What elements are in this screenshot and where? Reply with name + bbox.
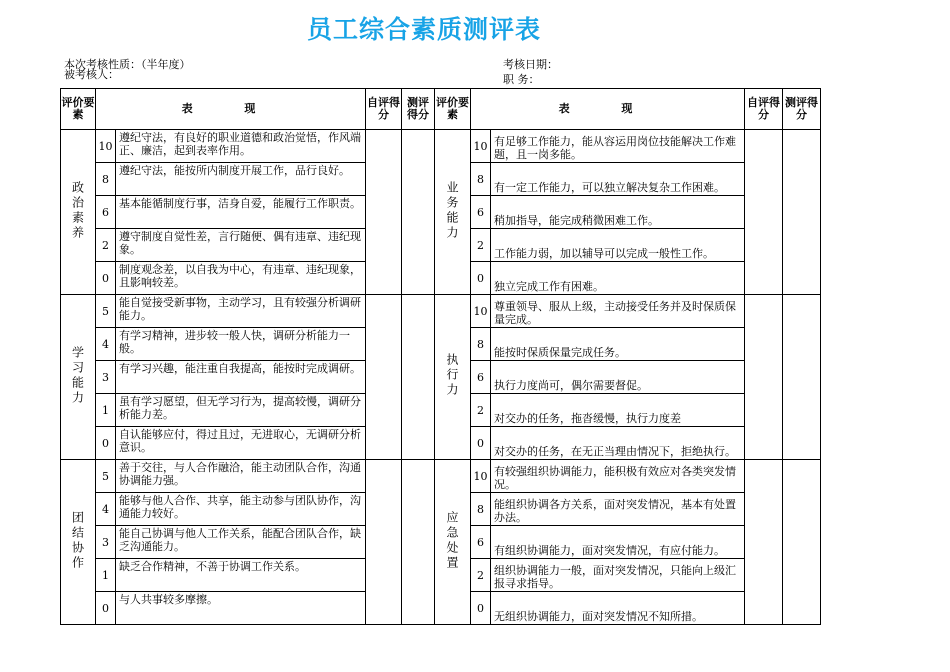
score-value-left: 0: [96, 427, 116, 460]
header-performance-right: 表 现: [471, 89, 745, 130]
performance-description-right: 独立完成工作有困难。: [491, 262, 745, 295]
performance-description-left: 能够与他人合作、共享，能主动参与团队协作，沟通能力较好。: [116, 493, 366, 526]
score-value-right: 0: [471, 427, 491, 460]
eval-score-cell-left[interactable]: [402, 460, 435, 625]
eval-score-cell-left[interactable]: [402, 130, 435, 295]
self-score-cell-left[interactable]: [366, 130, 402, 295]
header-performance-left: 表 现: [96, 89, 366, 130]
assessment-date-label: 考核日期：: [503, 58, 558, 71]
performance-description-right: 有组织协调能力，面对突发情况，有应付能力。: [491, 526, 745, 559]
performance-description-right: 有一定工作能力，可以独立解决复杂工作困难。: [491, 163, 745, 196]
performance-description-right: 稍加指导，能完成稍微困难工作。: [491, 196, 745, 229]
performance-description-right: 尊重领导、服从上级，主动接受任务并及时保质保量完成。: [491, 295, 745, 328]
performance-description-right: 能组织协调各方关系，面对突发情况，基本有处置办法。: [491, 493, 745, 526]
performance-description-right: 对交办的任务，拖沓缓慢，执行力度差: [491, 394, 745, 427]
element-name-left: [61, 130, 96, 295]
score-value-left: 1: [96, 559, 116, 592]
score-value-left: 8: [96, 163, 116, 196]
page-title: 员工综合素质测评表: [306, 15, 541, 44]
header-self-score-left: 自评得分: [366, 89, 402, 130]
table-header-row: [61, 89, 821, 130]
evaluation-table: [60, 88, 821, 625]
table-row: [61, 460, 821, 493]
performance-description-left: 遵纪守法，能按所内制度开展工作，品行良好。: [116, 163, 366, 196]
performance-description-right: 无组织协调能力，面对突发情况不知所措。: [491, 592, 745, 625]
score-value-left: 3: [96, 361, 116, 394]
assessment-type-label: 本次考核性质：（半年度）: [64, 58, 191, 71]
performance-description-right: 有足够工作能力，能从容运用岗位技能解决工作难题，且一岗多能。: [491, 130, 745, 163]
score-value-left: 4: [96, 493, 116, 526]
eval-score-cell-left[interactable]: [402, 295, 435, 460]
performance-description-right: 工作能力弱，加以辅导可以完成一般性工作。: [491, 229, 745, 262]
performance-description-left: 基本能循制度行事，洁身自爱，能履行工作职责。: [116, 196, 366, 229]
element-name-label: 应急处置: [445, 510, 459, 571]
self-score-cell-right[interactable]: [745, 130, 783, 295]
performance-description-left: 善于交往，与人合作融洽，能主动团队合作，沟通协调能力强。: [116, 460, 366, 493]
score-value-right: 8: [471, 328, 491, 361]
score-value-left: 1: [96, 394, 116, 427]
score-value-left: 0: [96, 262, 116, 295]
performance-description-left: 自认能够应付，得过且过，无进取心，无调研分析意识。: [116, 427, 366, 460]
score-value-right: 8: [471, 163, 491, 196]
header-eval-score-left: 测评得分: [402, 89, 435, 130]
performance-description-left: 虽有学习愿望，但无学习行为，提高较慢，调研分析能力差。: [116, 394, 366, 427]
header-eval-score-right: 测评得分: [783, 89, 821, 130]
score-value-right: 0: [471, 592, 491, 625]
score-value-left: 0: [96, 592, 116, 625]
performance-description-right: 执行力度尚可，偶尔需要督促。: [491, 361, 745, 394]
element-name-label: 执行力: [445, 353, 459, 398]
score-value-right: 10: [471, 460, 491, 493]
element-name-right: [435, 130, 471, 295]
performance-description-right: 能按时保质保量完成任务。: [491, 328, 745, 361]
element-name-left: [61, 295, 96, 460]
position-label: 职 务：: [503, 73, 540, 86]
performance-description-left: 有学习精神，进步较一般人快，调研分析能力一般。: [116, 328, 366, 361]
header-element-right: 评价要素: [435, 89, 471, 130]
element-name-label: 政治素养: [70, 180, 85, 241]
score-value-left: 5: [96, 460, 116, 493]
element-name-label: 业务能力: [445, 180, 459, 241]
score-value-right: 2: [471, 559, 491, 592]
self-score-cell-left[interactable]: [366, 460, 402, 625]
element-name-right: [435, 295, 471, 460]
performance-description-left: 能自己协调与他人工作关系，能配合团队合作，缺乏沟通能力。: [116, 526, 366, 559]
eval-score-cell-right[interactable]: [783, 460, 821, 625]
performance-description-right: 有较强组织协调能力，能积极有效应对各类突发情况。: [491, 460, 745, 493]
performance-description-left: 遵纪守法，有良好的职业道德和政治觉悟，作风端正、廉洁，起到表率作用。: [116, 130, 366, 163]
table-row: [61, 295, 821, 328]
score-value-right: 0: [471, 262, 491, 295]
score-value-right: 6: [471, 361, 491, 394]
performance-description-left: 缺乏合作精神，不善于协调工作关系。: [116, 559, 366, 592]
score-value-right: 6: [471, 526, 491, 559]
score-value-right: 8: [471, 493, 491, 526]
score-value-left: 2: [96, 229, 116, 262]
eval-score-cell-right[interactable]: [783, 295, 821, 460]
score-value-left: 5: [96, 295, 116, 328]
element-name-label: 学习能力: [70, 345, 85, 406]
score-value-right: 10: [471, 130, 491, 163]
score-value-right: 10: [471, 295, 491, 328]
performance-description-left: 与人共事较多摩擦。: [116, 592, 366, 625]
score-value-left: 10: [96, 130, 116, 163]
self-score-cell-left[interactable]: [366, 295, 402, 460]
performance-description-left: 遵守制度自觉性差，言行随便、偶有违章、违纪现象。: [116, 229, 366, 262]
performance-description-left: 有学习兴趣，能注重自我提高，能按时完成调研。: [116, 361, 366, 394]
performance-description-right: 组织协调能力一般，面对突发情况，只能向上级汇报寻求指导。: [491, 559, 745, 592]
self-score-cell-right[interactable]: [745, 460, 783, 625]
assessee-label: 被考核人：: [64, 68, 119, 81]
performance-description-left: 能自觉接受新事物，主动学习，且有较强分析调研能力。: [116, 295, 366, 328]
score-value-right: 6: [471, 196, 491, 229]
table-row: [61, 130, 821, 163]
element-name-right: [435, 460, 471, 625]
element-name-label: 团结协作: [70, 510, 85, 571]
element-name-left: [61, 460, 96, 625]
self-score-cell-right[interactable]: [745, 295, 783, 460]
score-value-left: 4: [96, 328, 116, 361]
score-value-left: 6: [96, 196, 116, 229]
score-value-left: 3: [96, 526, 116, 559]
score-value-right: 2: [471, 394, 491, 427]
score-value-right: 2: [471, 229, 491, 262]
header-element-left: 评价要素: [61, 89, 96, 130]
header-self-score-right: 自评得分: [745, 89, 783, 130]
performance-description-left: 制度观念差，以自我为中心，有违章、违纪现象，且影响较差。: [116, 262, 366, 295]
performance-description-right: 对交办的任务，在无正当理由情况下，拒绝执行。: [491, 427, 745, 460]
eval-score-cell-right[interactable]: [783, 130, 821, 295]
